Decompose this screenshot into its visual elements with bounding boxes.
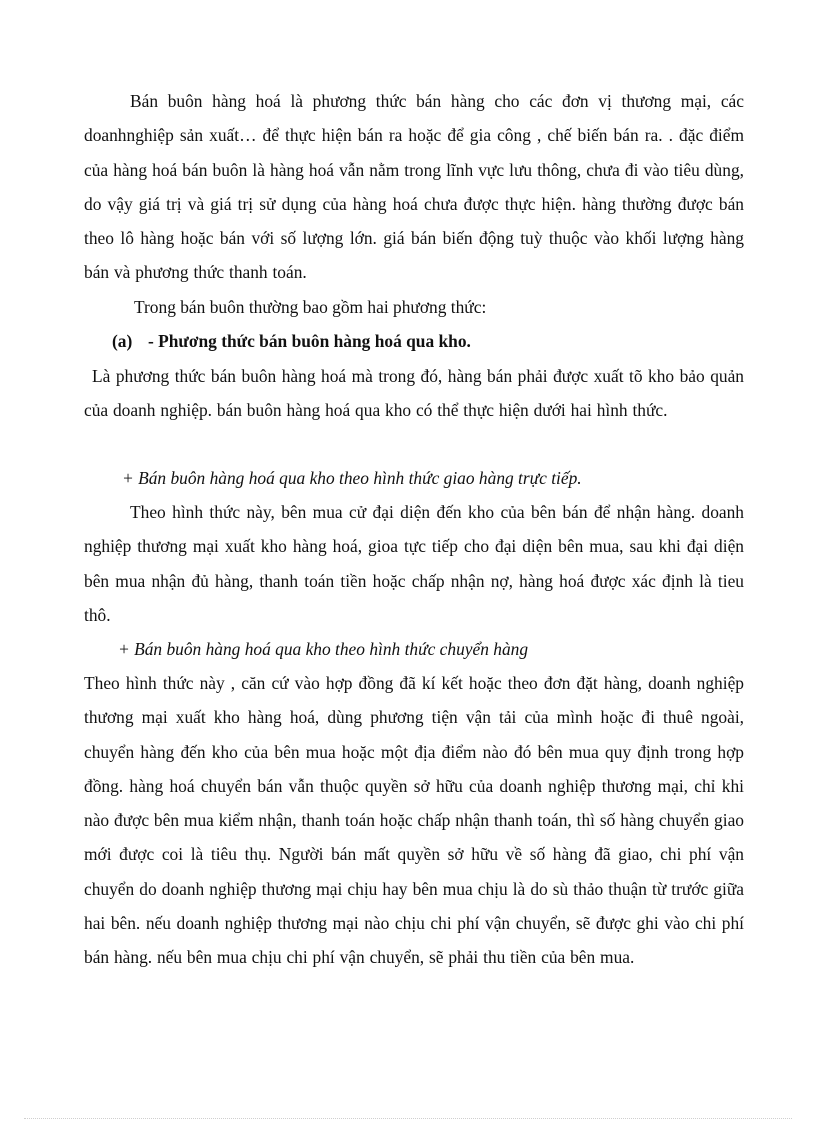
italic-subheading-shipping: + Bán buôn hàng hoá qua kho theo hình thức chuyển hàng	[118, 639, 529, 659]
page-bottom-divider	[24, 1118, 792, 1119]
paragraph-warehouse-method-text: Là phương thức bán buôn hàng hoá mà trong đó, hàng bán phải được xuất tõ kho bảo quản của doanh nghiệp. bán buôn hàng hoá qua kho có thể thực hiện dưới hai hình thức.	[84, 366, 744, 421]
paragraph-shipping: Theo hình thức này , căn cứ vào hợp đồng đã kí kết hoặc theo đơn đặt hàng, doanh nghiệp thương mại xuất kho hàng hoá, dùng phương tiện vận tải của mình hoặc đi thuê ngoài, chuyển hàng đến kho của bên mua hoặc một địa điểm nào đó bên mua quy định trong hợp đồng. hàng hoá chuyển bán vẫn thuộc quyền sở hữu của doanh nghiệp thương mại, chỉ khi nào được bên mua kiểm nhận, thanh toán hoặc chấp nhận thanh toán, thì số hàng chuyển giao mới được coi là tiêu thụ. Người bán mất quyền sở hữu về số hàng đã giao, chi phí vận chuyển do doanh nghiệp thương mại chịu hay bên mua chịu là do sù thảo thuận từ trước giữa hai bên. nếu doanh nghiệp thương mại nào chịu chi phí vận chuyển, sẽ được ghi vào chi phí bán hàng. nếu bên mua chịu chi phí vận chuyển, sẽ phải thu tiền của bên mua.	[84, 673, 744, 968]
heading-title: - Phương thức bán buôn hàng hoá qua kho.	[148, 331, 471, 351]
heading-marker: (a)	[112, 331, 133, 351]
paragraph-intro-methods: Trong bán buôn thường bao gồm hai phương thức:	[134, 297, 487, 317]
paragraph-wholesale-definition: Bán buôn hàng hoá là phương thức bán hàng cho các đơn vị thương mại, các doanhnghiệp sản xuất… để thực hiện bán ra hoặc để gia công , chế biến bán ra. . đặc điểm của hàng hoá bán buôn là hàng hoá vẫn nằm trong lĩnh vực lưu thông, chưa đi vào tiêu dùng, do vậy giá trị và giá trị sử dụng của hàng hoá chưa được thực hiện. hàng thường được bán theo lô hàng hoặc bán với số lượng lớn. giá bán biến động tuỳ thuộc vào khối lượng hàng bán và phương thức thanh toán.	[84, 91, 744, 283]
paragraph-warehouse-method	[84, 359, 744, 428]
italic-subheading-direct-delivery: + Bán buôn hàng hoá qua kho theo hình thức giao hàng trực tiếp.	[122, 468, 582, 488]
paragraph-direct-delivery: Theo hình thức này, bên mua cử đại diện đến kho của bên bán để nhận hàng. doanh nghiệp thương mại xuất kho hàng hoá, gioa tực tiếp cho đại diện bên mua, sau khi đại diện bên mua nhận đủ hàng, thanh toán tiền hoặc chấp nhận nợ, hàng hoá được xác định là tieu thô.	[84, 502, 744, 625]
section-heading	[112, 324, 471, 358]
